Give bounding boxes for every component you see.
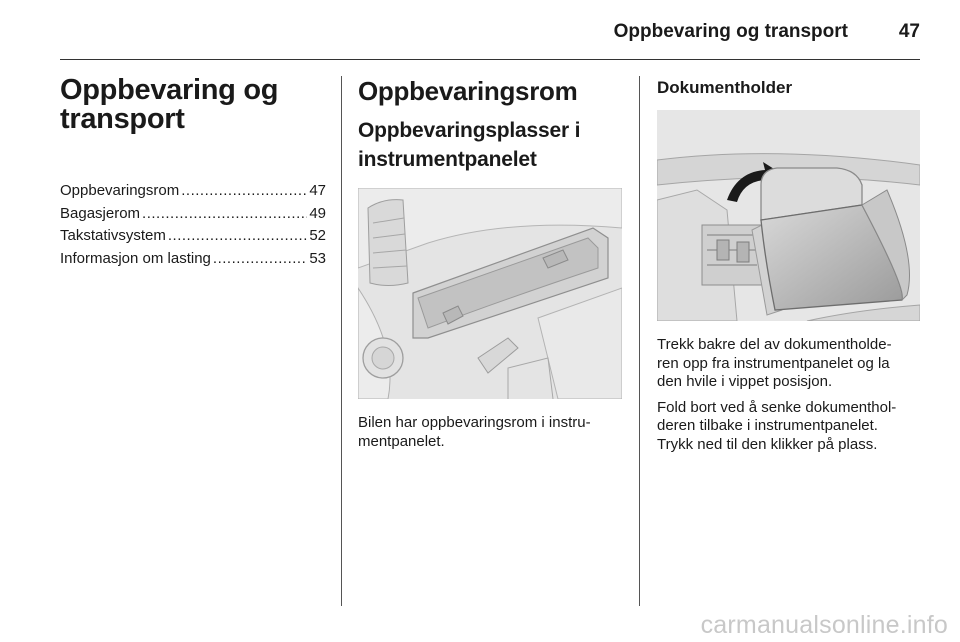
toc-leader-dots — [181, 180, 307, 203]
section-body — [358, 414, 622, 451]
toc-leader-dots — [213, 248, 307, 271]
toc-entry-page: 49 — [309, 204, 326, 222]
table-of-contents — [60, 180, 326, 270]
subsection-title-line: instrumentpanelet — [358, 148, 537, 171]
body-line: Trekk bakre del av dokumentholde- — [657, 336, 892, 353]
toc-entry-page: 47 — [309, 182, 326, 199]
body-line: deren tilbake i instrumentpanelet. — [657, 417, 878, 434]
document-holder-title: Dokumentholder — [657, 78, 793, 97]
toc-entry[interactable] — [60, 225, 326, 248]
toc-leader-dots — [142, 203, 307, 226]
body-line: Fold bort ved å senke dokumenthol- — [657, 398, 897, 416]
toc-entry-title: Bagasjerom — [60, 204, 141, 222]
toc-entry-title: Informasjon om lasting — [60, 249, 211, 267]
header-title: Oppbevaring og transport — [613, 21, 848, 42]
body-line: den hvile i vippet posisjon. — [657, 373, 833, 390]
body-line: mentpanelet. — [358, 432, 445, 450]
toc-entry-title: Takstativsystem — [60, 227, 166, 244]
page-header — [60, 18, 920, 60]
page-number: 47 — [898, 21, 920, 42]
body-line: Bilen har oppbevaringsrom i instru- — [358, 414, 591, 431]
chapter-title-line: transport — [60, 103, 185, 135]
watermark: carmanualsonline.info — [700, 611, 948, 639]
document-holder-column — [657, 78, 920, 454]
storage-section-column — [358, 76, 622, 451]
document-holder-illustration — [657, 110, 920, 321]
toc-entry-page: 52 — [309, 227, 326, 244]
body-line: ren opp fra instrumentpanelet og la — [657, 354, 890, 372]
section-title: Oppbevaringsrom — [358, 76, 578, 106]
subsection-title-line: Oppbevaringsplasser i — [358, 119, 581, 142]
chapter-title — [60, 76, 326, 134]
toc-entry[interactable] — [60, 203, 326, 226]
chapter-column — [60, 76, 326, 270]
chapter-title-line: Oppbevaring og — [60, 74, 279, 106]
column-divider-left — [341, 76, 342, 606]
toc-entry-page: 53 — [309, 249, 326, 267]
toc-entry-title: Oppbevaringsrom — [60, 182, 180, 199]
instruction-paragraph — [657, 399, 920, 455]
toc-entry[interactable] — [60, 248, 326, 271]
air-vent-icon — [368, 200, 408, 286]
glovebox-illustration — [358, 188, 622, 399]
subsection-title — [358, 116, 622, 174]
body-line: Trykk ned til den klikker på plass. — [657, 435, 878, 453]
toc-leader-dots — [168, 225, 307, 248]
column-divider-right — [639, 76, 640, 606]
toc-entry[interactable] — [60, 180, 326, 203]
instruction-paragraph — [657, 336, 920, 392]
